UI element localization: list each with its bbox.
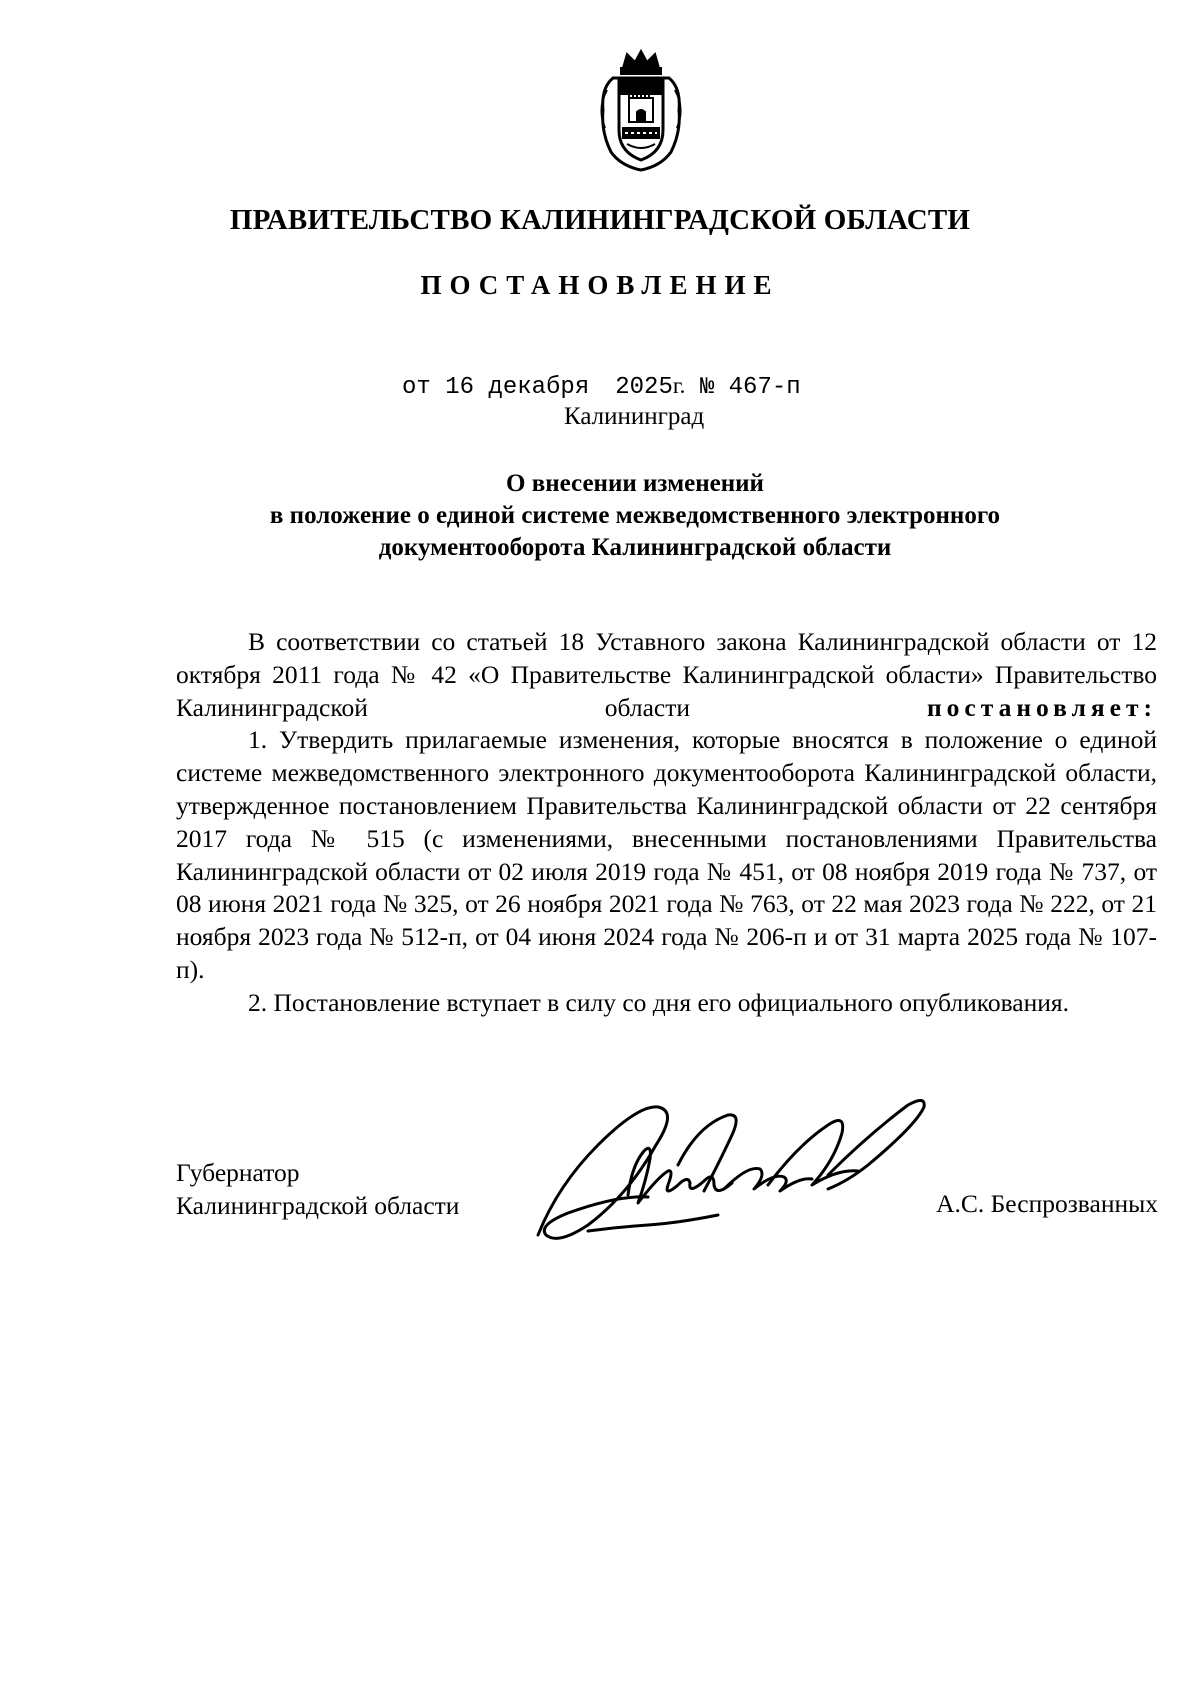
handwritten-signature [528, 1085, 946, 1255]
subject-line: в положение о единой системе межведомственного электронного [269, 502, 1001, 529]
document-year: 2025 [615, 374, 673, 401]
document-body [176, 626, 1157, 1020]
preamble-paragraph [176, 626, 1157, 724]
document-date-line [402, 373, 801, 401]
subject-line: документооборота Калининградской области [378, 534, 892, 561]
item-2-paragraph: 2. Постановление вступает в силу со дня его официального опубликования. [248, 987, 1069, 1017]
document-number: № 467-п [699, 374, 801, 401]
signatory-title [176, 1156, 459, 1222]
year-suffix: г. [672, 373, 686, 398]
issue-city: Калининград [564, 403, 705, 430]
preamble-text: В соответствии со статьей 18 Уставного закона Калининградской области от 12 октября 2011 года № 42 «О Правительстве Калининградской области» Правительство Калининградской области [176, 627, 1157, 722]
signatory-region: Калининградской области [176, 1191, 460, 1220]
document-subject [200, 468, 1070, 564]
decree-word: постановляет: [926, 692, 1158, 722]
kaliningrad-region-coat-of-arms-icon [593, 48, 689, 174]
issuing-authority: ПРАВИТЕЛЬСТВО КАЛИНИНГРАДСКОЙ ОБЛАСТИ [229, 204, 971, 236]
signatory-position: Губернатор [176, 1158, 300, 1187]
document-date: от 16 декабря [402, 374, 590, 401]
subject-line: О внесении изменений [506, 470, 764, 497]
item-1-paragraph: 1. Утвердить прилагаемые изменения, которые вносятся в положение о единой системе межведомственного электронного документооборота Калининградской области, утвержденное постановлением Правительства Калининградской области от 22 сентября 2017 года № 515 (с изменениями, внесенными постановлениями Правительства Калининградской области от 02 июля 2019 года № 451, от 08 ноября 2019 года № 737, от 08 июня 2021 года № 325, от 26 ноября 2021 года № 763, от 22 мая 2023 года № 222, от 21 ноября 2023 года № 512-п, от 04 июня 2024 года № 206-п и от 31 марта 2025 года № 107-п). [176, 725, 1157, 984]
signer-name: А.С. Беспрозванных [936, 1189, 1158, 1218]
document-type: ПОСТАНОВЛЕНИЕ [420, 270, 780, 300]
